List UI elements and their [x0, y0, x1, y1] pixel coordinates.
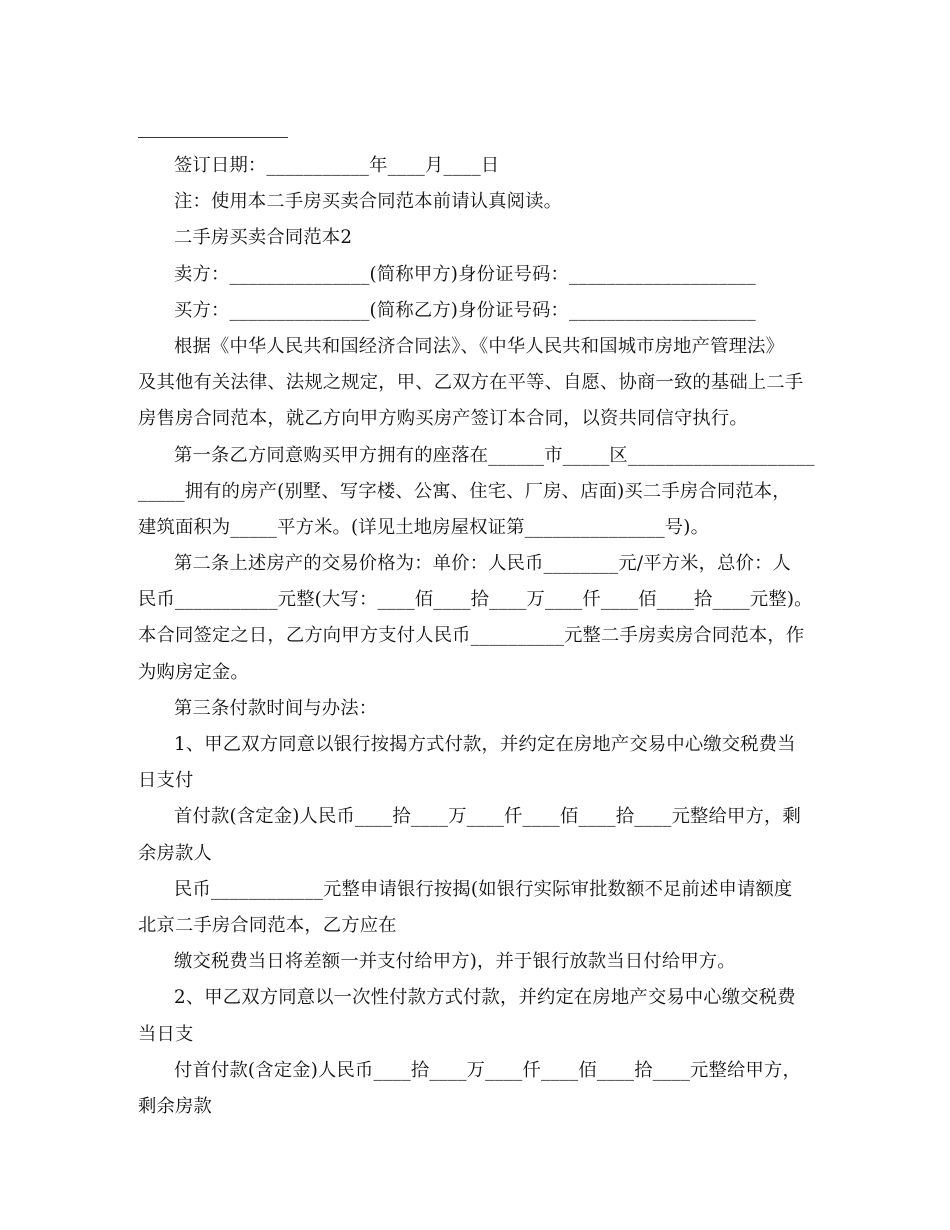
text-line: 首付款(含定金)人民币____拾____万____仟____佰____拾____元整给甲方，剩 — [174, 806, 801, 828]
text-line: 民币___________元整(大写：____佰____拾____万____仟____佰____拾____元整)。 — [138, 589, 813, 611]
text-line: 日支付 — [138, 770, 194, 792]
text-line: 建筑面积为_____平方米。(详见土地房屋权证第_______________号)。 — [138, 516, 710, 538]
article-2-line: 第二条上述房产的交易价格为：单价：人民币________元/平方米，总价：人 — [174, 553, 792, 575]
text-line: _____拥有的房产(别墅、写字楼、公寓、住宅、厂房、店面)买二手房合同范本， — [138, 480, 791, 502]
article-3-line: 第三条付款时间与办法： — [174, 697, 378, 719]
text-line: 及其他有关法律、法规之规定，甲、乙双方在平等、自愿、协商一致的基础上二手 — [138, 372, 804, 394]
text-line: 北京二手房合同范本，乙方应在 — [138, 914, 397, 936]
text-line: 房售房合同范本，就乙方向甲方购买房产签订本合同，以资共同信守执行。 — [138, 408, 748, 430]
text-line: 1、甲乙双方同意以银行按揭方式付款，并约定在房地产交易中心缴交税费当 — [174, 734, 796, 755]
buyer-line: 买方：_______________(简称乙方)身份证号码：____________________ — [174, 299, 756, 321]
text-line: 付首付款(含定金)人民币____拾____万____仟____佰____拾____元整给甲方， — [174, 1059, 801, 1081]
text-line: 签订日期：___________年____月____日 — [174, 155, 500, 176]
section-title: 二手房买卖合同范本2 — [174, 227, 353, 249]
signature-blank-line — [138, 137, 288, 138]
text-line: 2、甲乙双方同意以一次性付款方式付款，并约定在房地产交易中心缴交税费 — [174, 987, 796, 1009]
text-line: 本合同签定之日，乙方向甲方支付人民币__________元整二手房卖房合同范本，作 — [138, 625, 805, 647]
article-1-line: 第一条乙方同意购买甲方拥有的座落在______市_____区____________________ — [174, 444, 815, 466]
text-line: 当日支 — [138, 1023, 194, 1045]
text-line: 剩余房款 — [138, 1095, 212, 1117]
text-line: 余房款人 — [138, 842, 212, 864]
document-body — [138, 148, 818, 1125]
text-line: 为购房定金。 — [138, 661, 249, 683]
text-line: 民币____________元整申请银行按揭(如银行实际审批数额不足前述申请额度 — [174, 878, 793, 900]
text-line: 缴交税费当日将差额一并支付给甲方)，并于银行放款当日付给甲方。 — [174, 951, 736, 973]
text-line: 注：使用本二手房买卖合同范本前请认真阅读。 — [174, 191, 563, 213]
text-line: 根据《中华人民共和国经济合同法》、《中华人民共和国城市房地产管理法》 — [174, 335, 785, 357]
seller-line: 卖方：_______________(简称甲方)身份证号码：____________________ — [174, 263, 756, 285]
